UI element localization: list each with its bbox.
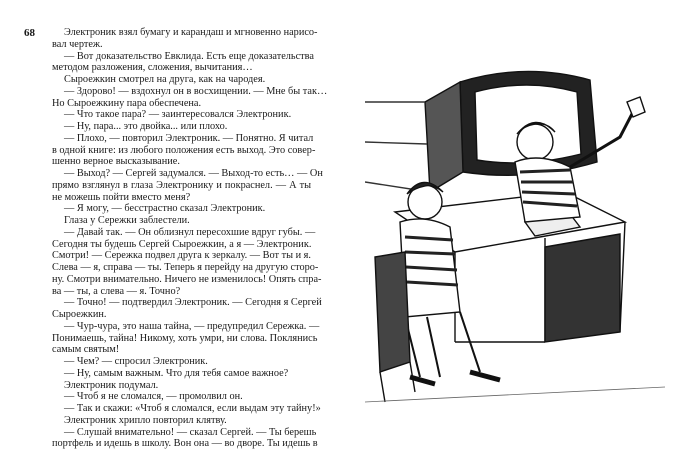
text-line: Но Сыроежкину пара обеспечена.: [52, 97, 202, 109]
text-line: Глаза у Сережки заблестели.: [64, 215, 190, 226]
text-line: Сыроежкин.: [52, 309, 107, 320]
text-line: в одной книге: из любого положения есть выход. Это совер-: [52, 144, 316, 156]
text-line: Электроник подумал.: [64, 379, 159, 391]
text-line: самым святым!: [52, 344, 120, 356]
text-line: Понимаешь, тайна! Никому, хоть умри, ни слова. Поклянись: [52, 332, 318, 344]
text-line: — Плохо, — повторил Электроник. — Понятно. Я читал: [64, 132, 314, 144]
text-line: — Слушай внимательно! — сказал Сергей. — Ты берешь: [64, 426, 317, 438]
text-line: Смотри! — Сережка подвел друга к зеркалу. — Вот ты и я.: [52, 250, 311, 262]
text-line: методом разложения, сложения, вычитания…: [52, 62, 253, 74]
text-line: Электроник взял бумагу и карандаш и мгновенно нарисо-: [64, 27, 318, 38]
text-line: — Я могу, — бесстрастно сказал Электроник.: [64, 203, 266, 215]
text-line: — Давай так. — Он облизнул пересохшие вдруг губы. —: [64, 226, 316, 238]
text-line: — Здорово! — вздохнул он в восхищении. — Мне бы так…: [64, 85, 328, 97]
text-line: Сегодня ты будешь Сергей Сыроежкин, а я — Электроник.: [52, 238, 312, 250]
text-line: — Ну, пара... это двойка... или плохо.: [64, 121, 228, 132]
text-line: ва — ты, а слева — я. Точно?: [52, 285, 181, 297]
illustration-two-boys-at-desk: [365, 42, 675, 414]
text-line: — Чем? — спросил Электроник.: [64, 356, 208, 367]
text-line: — Что такое пара? — заинтересовался Электроник.: [64, 109, 292, 121]
text-line: шенно верное высказывание.: [52, 156, 180, 168]
text-line: — Вот доказательство Евклида. Есть еще доказательства: [64, 50, 314, 62]
body-text: [52, 27, 328, 450]
text-line: Электроник хрипло повторил клятву.: [64, 414, 227, 426]
text-line: не можешь пойти вместо меня?: [52, 191, 191, 203]
text-line: — Чур-чура, это наша тайна, — предупредил Сережка. —: [64, 320, 320, 332]
text-line: Сыроежкин смотрел на друга, как на чародея.: [64, 74, 266, 85]
text-line: ну. Смотри внимательно. Ничего не изменилось! Опять спра-: [52, 273, 322, 285]
text-line: вал чертеж.: [52, 38, 103, 50]
page-number: 68: [24, 27, 35, 39]
text-line: прямо взглянул в глаза Электронику и покраснел. — А ты: [52, 179, 311, 191]
text-line: — Выход? — Сергей задумался. — Выход-то есть… — Он: [64, 168, 323, 179]
text-line: — Так и скажи: «Чтоб я сломался, если выдам эту тайну!»: [64, 403, 321, 414]
text-line: — Ну, самым важным. Что для тебя самое важное?: [64, 367, 289, 379]
text-line: — Чтоб я не сломался, — промолвил он.: [64, 391, 243, 403]
text-line: — Точно! — подтвердил Электроник. — Сегодня я Сергей: [64, 297, 322, 309]
text-line: портфель и идешь в школу. Вон она — во дворе. Ты идешь в: [52, 438, 318, 450]
text-line: Слева — я, справа — ты. Теперь я перейду на другую сторо-: [52, 262, 319, 273]
